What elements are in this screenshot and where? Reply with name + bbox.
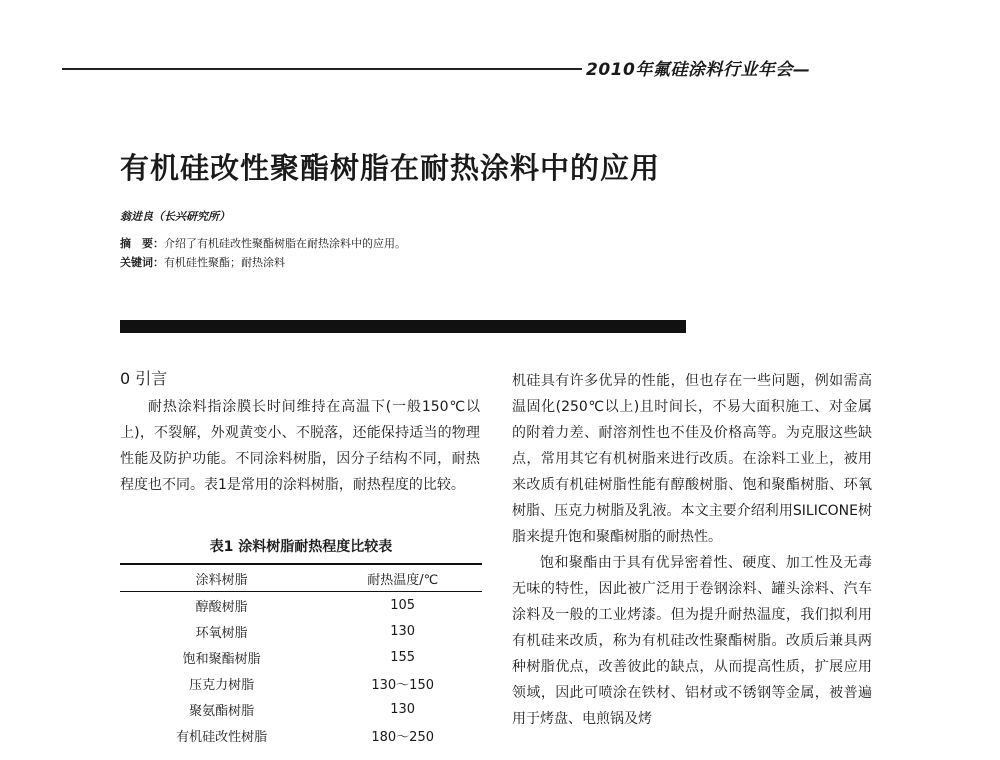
resin-name: 压克力树脂 bbox=[189, 677, 255, 693]
temperature-value: 180～250 bbox=[371, 729, 434, 745]
body-paragraph: 机硅具有许多优异的性能，但也存在一些问题，例如需高温固化(250℃以上)且时间长，不易大面积施工、对金属的附着力差、耐溶剂性也不佳及价格高等。为克服这些缺点，常用其它有机树脂来进行改质。在涂料工业上，被用来改质有机硅树脂性能有醇酸树脂、饱和聚酯树脂、环氧树脂、压克力树脂及乳液。本文主要介绍利用SILICONE树脂来提升饱和聚酯树脂的耐热性。 bbox=[512, 373, 872, 545]
section-heading: 0 引言 bbox=[120, 369, 168, 388]
table-header-row bbox=[120, 564, 482, 592]
resin-name: 聚氨酯树脂 bbox=[189, 703, 255, 719]
article-title: 有机硅改性聚酯树脂在耐热涂料中的应用 bbox=[120, 151, 661, 185]
temperature-value: 130～150 bbox=[371, 677, 434, 693]
resin-name: 环氧树脂 bbox=[195, 625, 248, 641]
keywords-label: 关键词： bbox=[120, 256, 164, 269]
table-row bbox=[120, 644, 482, 670]
resin-name: 饱和聚酯树脂 bbox=[182, 651, 261, 667]
table-row bbox=[120, 722, 482, 748]
temperature-value: 105 bbox=[390, 597, 416, 613]
table-row bbox=[120, 670, 482, 696]
resin-name: 醇酸树脂 bbox=[195, 599, 248, 615]
right-column bbox=[512, 368, 872, 732]
heat-resistance-table bbox=[120, 563, 482, 748]
author-line: 翁进良（长兴研究所） bbox=[120, 210, 230, 223]
keywords-text: 有机硅性聚酯；耐热涂料 bbox=[164, 256, 285, 269]
intro-paragraph: 耐热涂料指涂膜长时间维持在高温下(一般150℃以上)，不裂解，外观黄变小、不脱落，还能保持适当的物理性能及防护功能。不同涂料树脂，因分子结构不同，耐热程度也不同。表1是常用的涂料树脂，耐热程度的比较。 bbox=[120, 399, 480, 493]
table-row bbox=[120, 592, 482, 619]
left-column bbox=[120, 394, 480, 498]
temperature-value: 130 bbox=[390, 623, 416, 639]
table-row bbox=[120, 696, 482, 722]
abstract bbox=[120, 235, 406, 251]
column-header-resin: 涂料树脂 bbox=[195, 572, 248, 588]
journal-header: 2010年氟硅涂料行业年会— bbox=[586, 60, 811, 80]
temperature-value: 130 bbox=[390, 701, 416, 717]
table-row bbox=[120, 618, 482, 644]
body-paragraph: 饱和聚酯由于具有优异密着性、硬度、加工性及无毒无味的特性，因此被广泛用于卷钢涂料、罐头涂料、汽车涂料及一般的工业烤漆。但为提升耐热温度，我们拟利用有机硅来改质，称为有机硅改性聚酯树脂。改质后兼具两种树脂优点，改善彼此的缺点，从而提高性质，扩展应用领域，因此可喷涂在铁材、铝材或不锈钢等金属，被普遍用于烤盘、电煎锅及烤 bbox=[512, 555, 872, 727]
column-header-temperature: 耐热温度/℃ bbox=[367, 572, 439, 588]
separator-bar bbox=[120, 320, 686, 333]
temperature-value: 155 bbox=[390, 649, 416, 665]
table-caption: 表1 涂料树脂耐热程度比较表 bbox=[209, 539, 393, 555]
abstract-text: 介绍了有机硅改性聚酯树脂在耐热涂料中的应用。 bbox=[164, 237, 406, 250]
resin-name: 有机硅改性树脂 bbox=[176, 729, 268, 745]
keywords bbox=[120, 254, 285, 270]
abstract-label: 摘 要： bbox=[120, 237, 164, 250]
header-rule bbox=[62, 68, 582, 70]
